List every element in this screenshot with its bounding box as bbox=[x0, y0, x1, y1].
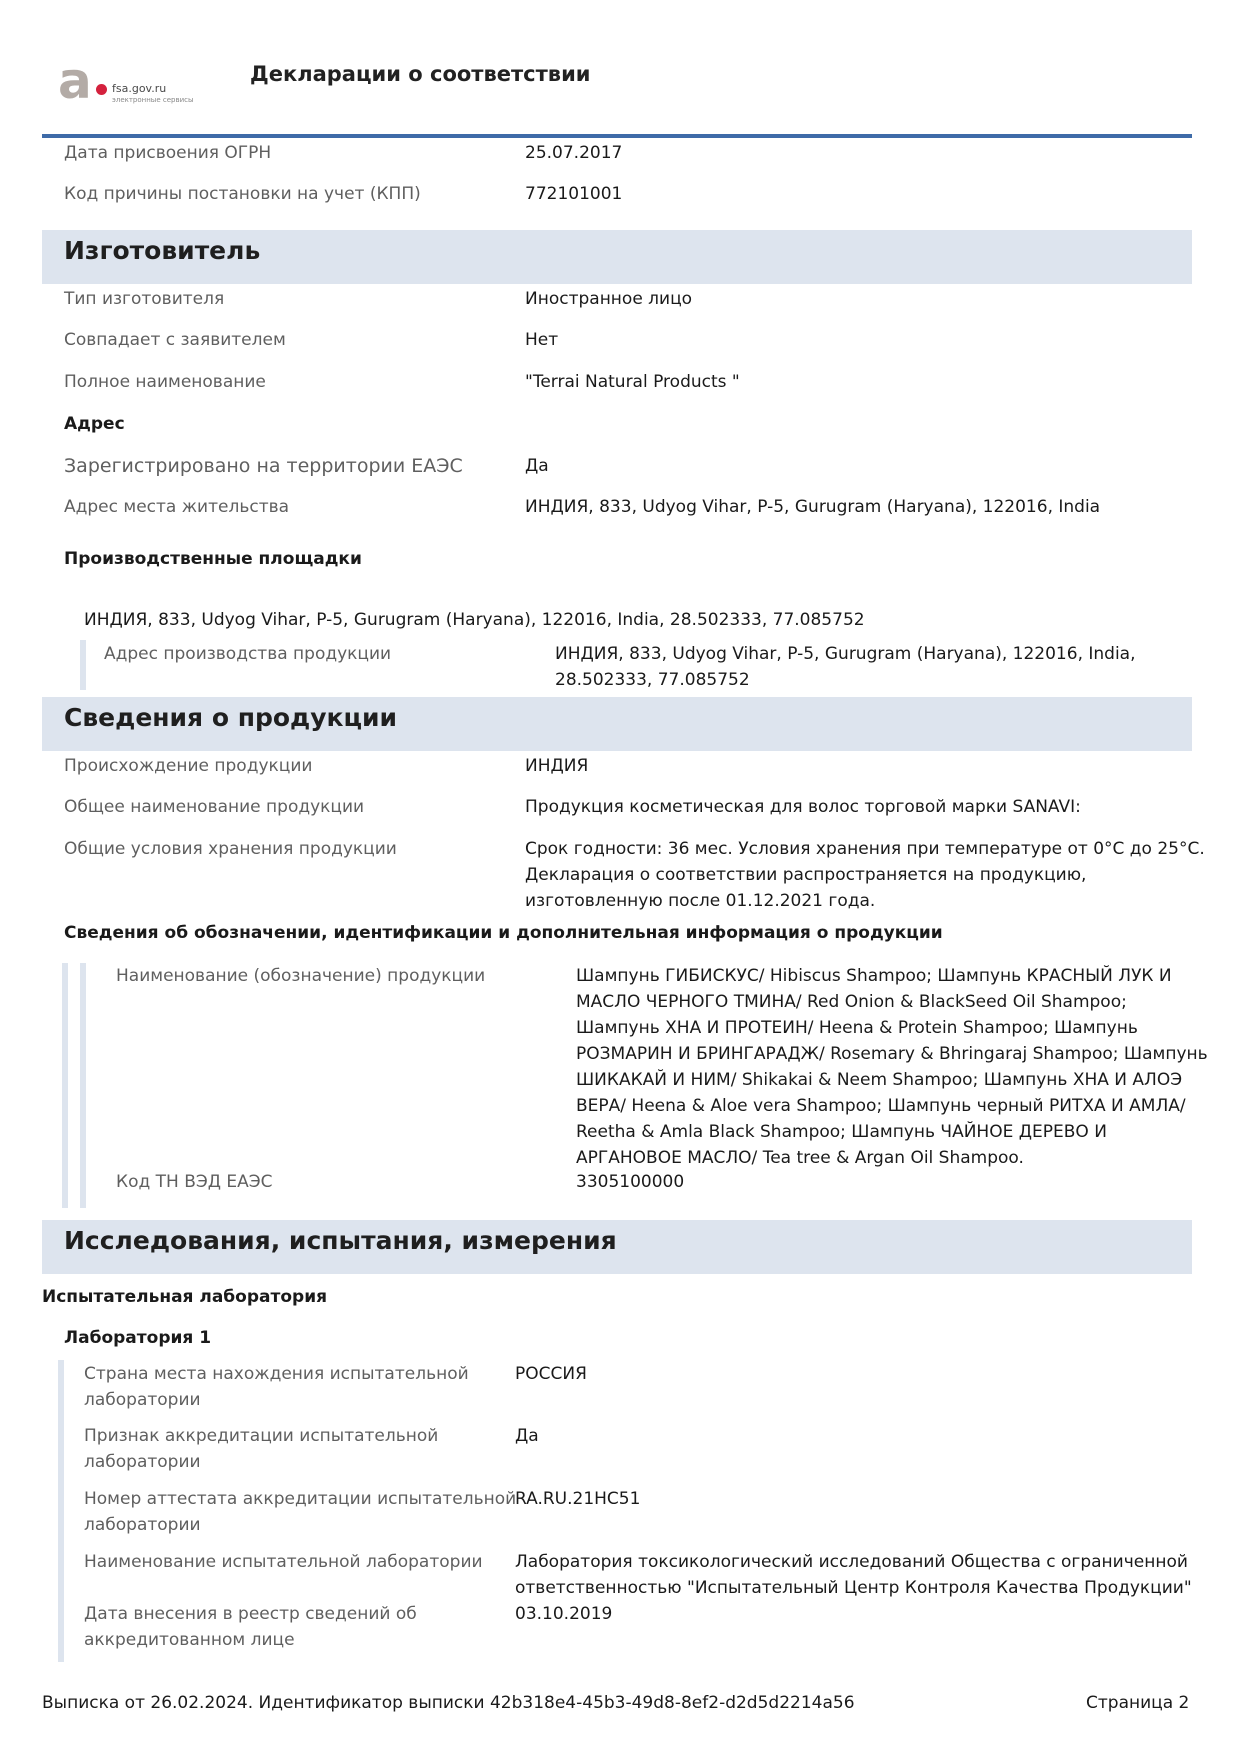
lab-certificate-value: RA.RU.21НС51 bbox=[515, 1489, 641, 1509]
ident-inner-bar bbox=[80, 963, 86, 1208]
storage-label: Общие условия хранения продукции bbox=[64, 839, 397, 859]
header-divider bbox=[42, 134, 1192, 138]
product-designation-line-3: Шампунь ХНА И ПРОТЕИН/ Heena & Protein Shampoo; Шампунь bbox=[576, 1018, 1138, 1038]
lab-name-value-line1: Лаборатория токсикологический исследований Общества с ограниченной bbox=[515, 1552, 1188, 1572]
lab-1-title: Лаборатория 1 bbox=[64, 1328, 212, 1348]
manufacturer-section-title: Изготовитель bbox=[64, 236, 261, 265]
product-designation-label: Наименование (обозначение) продукции bbox=[116, 966, 486, 986]
kpp-label: Код причины постановки на учет (КПП) bbox=[64, 184, 421, 204]
lab-country-label-line1: Страна места нахождения испытательной bbox=[84, 1364, 469, 1384]
footer-extract-info: Выписка от 26.02.2024. Идентификатор выписки 42b318e4-45b3-49d8-8ef2-d2d5d2214a56 bbox=[42, 1693, 855, 1713]
storage-line-2: Декларация о соответствии распространяется на продукцию, bbox=[525, 865, 1087, 885]
product-designation-line-5: ШИКАКАЙ И НИМ/ Shikakai & Neem Shampoo; Шампунь ХНА И АЛОЭ bbox=[576, 1070, 1183, 1090]
residence-address-label: Адрес места жительства bbox=[64, 497, 290, 517]
ogrn-date-label: Дата присвоения ОГРН bbox=[64, 143, 272, 163]
origin-label: Происхождение продукции bbox=[64, 756, 313, 776]
site-address-label: Адрес производства продукции bbox=[104, 644, 392, 664]
origin-value: ИНДИЯ bbox=[525, 756, 589, 776]
lab-certificate-label-line1: Номер аттестата аккредитации испытательной bbox=[84, 1489, 517, 1509]
lab-registry-date-label-line1: Дата внесения в реестр сведений об bbox=[84, 1604, 417, 1624]
ident-outer-bar bbox=[62, 963, 68, 1208]
lab-accreditation-value: Да bbox=[515, 1426, 539, 1446]
product-designation-line-7: Reetha & Amla Black Shampoo; Шампунь ЧАЙНОЕ ДЕРЕВО И bbox=[576, 1122, 1107, 1142]
page-title: Декларации о соответствии bbox=[250, 62, 591, 86]
product-designation-line-4: РОЗМАРИН И БРИНГАРАДЖ/ Rosemary & Bhringaraj Shampoo; Шампунь bbox=[576, 1044, 1208, 1064]
lab-registry-date-label-line2: аккредитованном лице bbox=[84, 1630, 295, 1650]
registered-eaeu-label: Зарегистрировано на территории ЕАЭС bbox=[64, 455, 463, 477]
footer-page-number: Страница 2 bbox=[1086, 1693, 1190, 1713]
identification-heading: Сведения об обозначении, идентификации и дополнительная информация о продукции bbox=[64, 923, 943, 943]
address-heading: Адрес bbox=[64, 414, 125, 434]
storage-line-1: Срок годности: 36 мес. Условия хранения при температуре от 0°С до 25°С. bbox=[525, 839, 1205, 859]
site-indent-bar bbox=[80, 640, 86, 690]
logo-site-text: fsa.gov.ru bbox=[112, 82, 167, 95]
lab-name-value-line2: ответственностью "Испытательный Центр Контроля Качества Продукции" bbox=[515, 1578, 1192, 1598]
lab-name-label: Наименование испытательной лаборатории bbox=[84, 1552, 483, 1572]
lab-indent-bar bbox=[58, 1360, 64, 1662]
lab-accreditation-label-line1: Признак аккредитации испытательной bbox=[84, 1426, 439, 1446]
storage-line-3: изготовленную после 01.12.2021 года. bbox=[525, 891, 876, 911]
lab-country-value: РОССИЯ bbox=[515, 1364, 587, 1384]
matches-applicant-value: Нет bbox=[525, 330, 559, 350]
tnved-value: 3305100000 bbox=[576, 1172, 685, 1192]
residence-address-value: ИНДИЯ, 833, Udyog Vihar, P-5, Gurugram (Haryana), 122016, India bbox=[525, 497, 1101, 517]
product-designation-line-2: МАСЛО ЧЕРНОГО ТМИНА/ Red Onion & BlackSeed Oil Shampoo; bbox=[576, 992, 1127, 1012]
kpp-value: 772101001 bbox=[525, 184, 623, 204]
product-designation-line-8: АРГАНОВОЕ МАСЛО/ Tea tree & Argan Oil Shampoo. bbox=[576, 1148, 1024, 1168]
tnved-label: Код ТН ВЭД ЕАЭС bbox=[116, 1172, 273, 1192]
manufacturer-type-label: Тип изготовителя bbox=[64, 289, 225, 309]
lab-accreditation-label-line2: лаборатории bbox=[84, 1452, 201, 1472]
product-section-title: Сведения о продукции bbox=[64, 703, 398, 732]
production-sites-heading: Производственные площадки bbox=[64, 549, 362, 569]
manufacturer-type-value: Иностранное лицо bbox=[525, 289, 693, 309]
logo-letter-icon: a bbox=[58, 52, 92, 110]
site-address-value-line2: 28.502333, 77.085752 bbox=[555, 670, 750, 690]
general-name-value: Продукция косметическая для волос торговой марки SANAVI: bbox=[525, 797, 1081, 817]
general-name-label: Общее наименование продукции bbox=[64, 797, 365, 817]
product-designation-line-6: ВЕРА/ Heena & Aloe vera Shampoo; Шампунь черный РИТХА И АМЛА/ bbox=[576, 1096, 1186, 1116]
full-name-value: "Terrai Natural Products " bbox=[525, 372, 740, 392]
full-name-label: Полное наименование bbox=[64, 372, 266, 392]
matches-applicant-label: Совпадает с заявителем bbox=[64, 330, 286, 350]
lab-registry-date-value: 03.10.2019 bbox=[515, 1604, 613, 1624]
research-section-title: Исследования, испытания, измерения bbox=[64, 1226, 617, 1255]
lab-heading: Испытательная лаборатория bbox=[42, 1287, 328, 1307]
lab-country-label-line2: лаборатории bbox=[84, 1390, 201, 1410]
product-designation-line-1: Шампунь ГИБИСКУС/ Hibiscus Shampoo; Шампунь КРАСНЫЙ ЛУК И bbox=[576, 966, 1172, 986]
registered-eaeu-value: Да bbox=[525, 456, 549, 476]
lab-certificate-label-line2: лаборатории bbox=[84, 1515, 201, 1535]
logo-subtitle: электронные сервисы bbox=[112, 96, 194, 104]
logo-dot-icon bbox=[96, 84, 107, 95]
ogrn-date-value: 25.07.2017 bbox=[525, 143, 623, 163]
fsa-logo bbox=[58, 52, 208, 110]
production-site-line: ИНДИЯ, 833, Udyog Vihar, P-5, Gurugram (Haryana), 122016, India, 28.502333, 77.085752 bbox=[84, 610, 865, 630]
site-address-value-line1: ИНДИЯ, 833, Udyog Vihar, P-5, Gurugram (Haryana), 122016, India, bbox=[555, 644, 1136, 664]
